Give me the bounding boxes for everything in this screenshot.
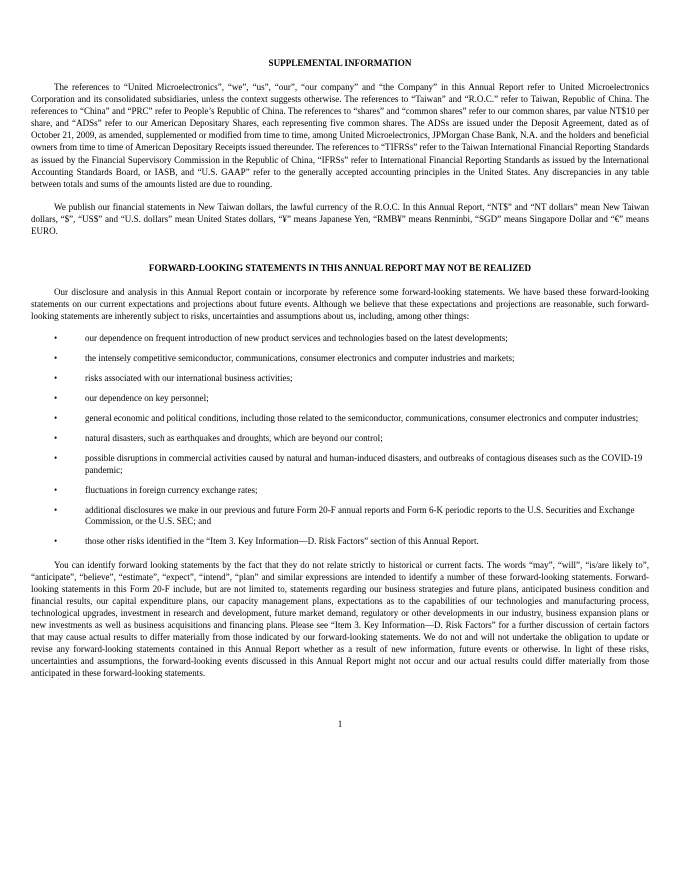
bullet-icon: • <box>54 353 58 364</box>
list-item-text: risks associated with our international business activities; <box>85 373 293 384</box>
references-paragraph: The references to “United Microelectronics”, “we”, “us”, “our”, “our company” and “the Company” in this Annual Report refer to United Microelectronics Corporation and its consolidated subsidiaries, unless the context suggests otherwise. The references to “Taiwan” and “R.O.C.” refer to Taiwan, Republic of China. The references to “China” and “PRC” refer to People’s Republic of China. The references to “shares” and “common shares” refer to our common shares, par value NT$10 per share, and “ADSs” refer to our American Depositary Shares, each representing five common shares. The ADSs are issued under the Deposit Agreement, dated as of October 21, 2009, as amended, supplemented or modified from time to time, among United Microelectronics, JPMorgan Chase Bank, N.A. and the holders and beneficial owners from time to time of American Depositary Receipts issued thereunder. The references to “TIFRSs” refer to the Taiwan International Financial Reporting Standards as issued by the Financial Supervisory Commission in the Republic of China, “IFRSs” refer to International Financial Reporting Standards as issued by the International Accounting Standards Board, or IASB, and “U.S. GAAP” refer to the generally accepted accounting principles in the United States. Any discrepancies in any table between totals and sums of the amounts listed are due to rounding. <box>31 82 649 189</box>
risk-factor-list <box>31 333 649 547</box>
forward-looking-heading: FORWARD-LOOKING STATEMENTS IN THIS ANNUAL REPORT MAY NOT BE REALIZED <box>148 263 532 274</box>
list-item <box>31 373 649 384</box>
currency-paragraph: We publish our financial statements in New Taiwan dollars, the lawful currency of the R.O.C. In this Annual Report, “NT$” and “NT dollars” mean New Taiwan dollars, “$”, “US$” and “U.S. dollars” mean United States dollars, “¥” means Japanese Yen, “RMB¥” means Renminbi, “SGD” means Singapore Dollar and “€” means EURO. <box>31 201 649 237</box>
list-item-text: the intensely competitive semiconductor, communications, consumer electronics and computer industries and markets; <box>85 353 515 364</box>
list-item <box>31 413 649 424</box>
forward-looking-intro: Our disclosure and analysis in this Annual Report contain or incorporate by reference some forward-looking statements. We have based these forward-looking statements on our current expectations and projections about future events. Although we believe that these expectations and projections are reasonable, such forward-looking statements are inherently subject to risks, uncertainties and assumptions about us, including, among other things: <box>31 287 649 322</box>
list-item <box>31 453 649 476</box>
list-item-text: our dependence on key personnel; <box>85 393 209 404</box>
bullet-icon: • <box>54 536 58 547</box>
page-number: 1 <box>337 719 343 729</box>
list-item <box>31 536 649 547</box>
list-item <box>31 485 649 496</box>
list-item-text: our dependence on frequent introduction of new product services and technologies based on the latest developments; <box>85 333 508 344</box>
list-item-text: additional disclosures we make in our previous and future Form 20-F annual reports and Form 6-K periodic reports to the U.S. Securities and Exchange Commission, or the U.S. SEC; and <box>85 504 635 527</box>
list-item-text: those other risks identified in the “Item 3. Key Information—D. Risk Factors” section of this Annual Report. <box>85 536 479 547</box>
forward-looking-closing: You can identify forward looking statements by the fact that they do not relate strictly to historical or current facts. The words “may”, “will”, “is/are likely to”, “anticipate”, “believe”, “estimate”, “expect”, “intend”, “plan” and similar expressions are intended to identify a number of these forward-looking statements. Forward-looking statements in this Form 20-F include, but are not limited to, statements regarding our business strategies and future plans, anticipated business condition and financial results, our capital expenditure plans, our capacity management plans, expectations as to the capabilities of our technologies and manufacturing process, technological upgrades, investment in research and development, future market demand, regulatory or other developments in our industry, business expansion plans or new investments as well as business acquisitions and financing plans. Please see “Item 3. Key Information—D. Risk Factors” for a further discussion of certain factors that may cause actual results to differ materially from those indicated by our forward-looking statements. We do not and will not undertake the obligation to update or revise any forward-looking statements contained in this Annual Report whether as a result of new information, future events or otherwise. In light of these risks, uncertainties and assumptions, the forward-looking events discussed in this Annual Report might not occur and our actual results could differ materially from those anticipated in these forward-looking statements. <box>31 559 649 679</box>
list-item <box>31 505 649 528</box>
list-item-text: general economic and political conditions, including those related to the semiconductor, communications, consumer electronics and computer industries; <box>85 413 639 424</box>
list-item-text: natural disasters, such as earthquakes and droughts, which are beyond our control; <box>85 433 383 444</box>
list-item <box>31 333 649 344</box>
list-item <box>31 433 649 444</box>
bullet-icon: • <box>54 453 58 464</box>
list-item <box>31 353 649 364</box>
supplemental-information-heading: SUPPLEMENTAL INFORMATION <box>268 58 412 68</box>
bullet-icon: • <box>54 504 58 515</box>
list-item-text: fluctuations in foreign currency exchange rates; <box>85 484 258 495</box>
bullet-icon: • <box>54 393 58 404</box>
bullet-icon: • <box>54 484 58 495</box>
list-item-text: possible disruptions in commercial activities caused by natural and human-induced disasters, and outbreaks of contagious diseases such as the COVID-19 pandemic; <box>85 453 643 475</box>
bullet-icon: • <box>54 433 58 444</box>
bullet-icon: • <box>54 333 58 344</box>
bullet-icon: • <box>54 413 58 424</box>
bullet-icon: • <box>54 373 58 384</box>
list-item <box>31 393 649 404</box>
